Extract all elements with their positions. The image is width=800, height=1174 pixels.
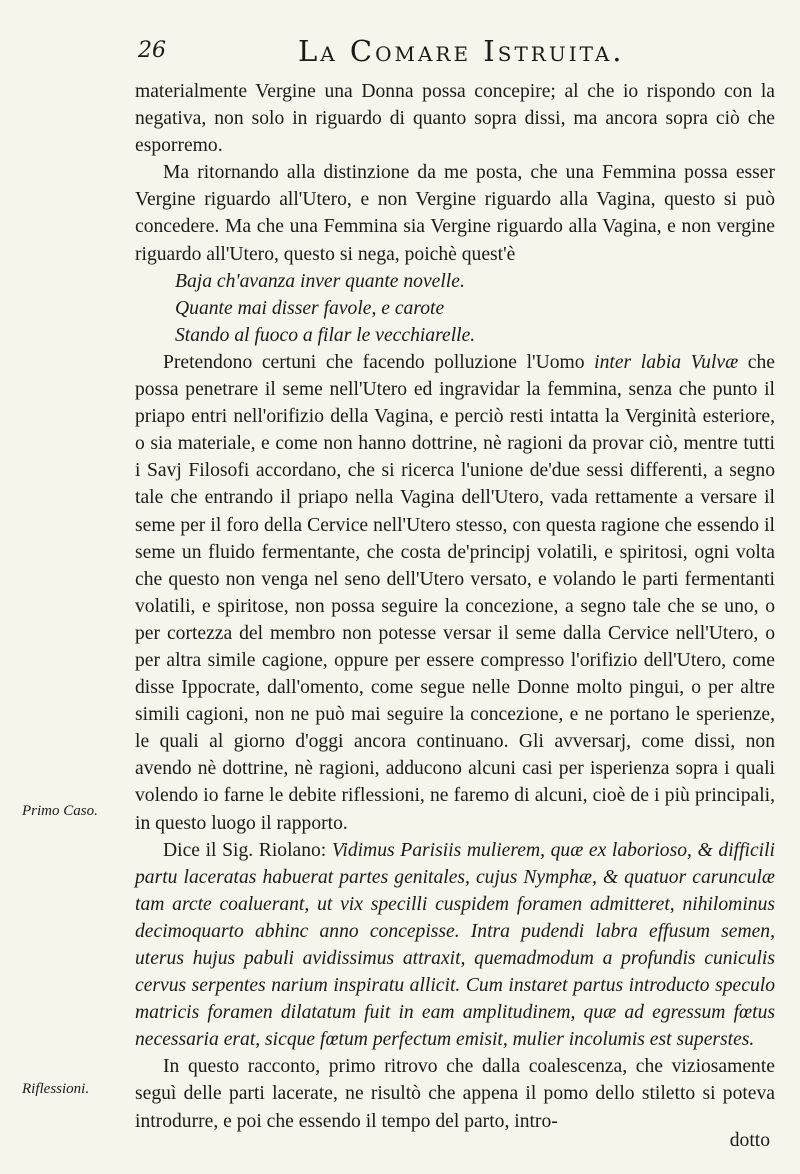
- paragraph-2: Ma ritornando alla distinzione da me posta, che una Femmina possa esser Vergine riguardo all'Utero, e non Vergine riguardo alla Vagina, questo si può concedere. Ma che una Femmina sia Vergine riguardo alla Vagina, e non vergine riguardo all'Utero, questo si nega, poichè quest'è: [135, 162, 775, 265]
- running-title: La Comare Istruita.: [298, 34, 625, 68]
- paragraph-4-start: Dice il Sig. Riolano:: [163, 839, 332, 861]
- paragraph-3-rest: che possa penetrare il seme nell'Utero ed ingravidar la femmina, senza che punto il priapo entri nell'orifizio della Vagina, e perciò resti intatta la Verginità esteriore, o sia materiale, e come non hanno dottrine, nè ragioni da provar ciò, mentre tutti i Savj Filosofi accordano, che si ricerca l'unione de'due sessi differenti, a segno tale che entrando il priapo nella Vagina dell'Utero, vada rettamente a versare il seme per il foro della Cervice nell'Utero stesso, con questa ragione che essendo il seme un fluido fermentante, che costa de'principj volatili, e spiritosi, ogni volta che questo non venga nel seno dell'Utero versato, e volando le parti fermentanti volatili, e spiritose, non possa seguire la concezione, a segno tale che se uno, o per cortezza del membro non potesse versar il seme dalla Cervice nell'Utero, o per altra simile cagione, oppure per essere compresso l'orifizio dell'Utero, come disse Ippocrate, dall'omento, come segue nelle Donne molto pingui, o per altre simili cagioni, non ne può mai seguire la concezione, e ne portano le sperienze, le quali al giorno d'oggi ancora continuano. Gli avversarj, come dissi, non avendo nè dottrine, nè ragioni, adducono alcuni casi per isperienza sopra i quali volendo io farne le debite riflessioni, ne faremo di alcuni, cioè de i più principali, in questo luogo il rapporto.: [135, 351, 776, 834]
- paragraph-4: [135, 837, 775, 1054]
- margin-note-riflessioni: Riflessioni.: [22, 1081, 90, 1097]
- verse-line-3: Stando al fuoco a filar le vecchiarelle.: [175, 324, 476, 346]
- verse-line-2: Quante mai disser favole, e carote: [175, 297, 445, 319]
- margin-note-primo-caso: Primo Caso.: [22, 803, 98, 819]
- paragraph-1: materialmente Vergine una Donna possa concepire; al che io rispondo con la negativa, non solo in riguardo di quanto sopra dissi, ma ancora sopra ciò che esporremo.: [135, 81, 775, 157]
- paragraph-3-latin: inter labia Vulvæ: [594, 351, 739, 373]
- paragraph-3: [135, 349, 775, 837]
- main-text: [135, 78, 775, 1135]
- paragraph-5: In questo racconto, primo ritrovo che dalla coalescenza, che viziosamente seguì delle parti lacerate, ne risultò che appena il pomo dello stiletto si poteva introdurre, e poi che essendo il tempo del parto, intro-: [135, 1056, 775, 1132]
- catchword: dotto: [729, 1130, 770, 1151]
- paragraph-3-start: Pretendono certuni che facendo polluzione l'Uomo: [163, 351, 595, 373]
- riolano-quote: Vidimus Parisiis mulierem, quæ ex laborioso, & difficili partu laceratas habuerat partes genitales, cujus Nymphæ, & quatuor carunculæ tam arcte coaluerant, ut vix specilli cuspidem foramen admitteret, nihilominus decimoquarto abhinc anno concepisse. Intra pudendi labra effusum semen, uterus hujus pabuli avidissimus attraxit, quemadmodum a profundis cuniculis cervus serpentes narium inspiratu allicit. Cum instaret partus introducto speculo matricis foramen dilatatum fuit in eam amplitudinem, quæ ad egressum fœtus necessaria erat, sicque fœtum perfectum emisit, mulier incolumis est superstes.: [135, 839, 775, 1051]
- page-number: 26: [138, 38, 166, 63]
- verse-line-1: Baja ch'avanza inver quante novelle.: [175, 270, 465, 292]
- verse-quote: [135, 268, 775, 349]
- page-header: [128, 34, 778, 74]
